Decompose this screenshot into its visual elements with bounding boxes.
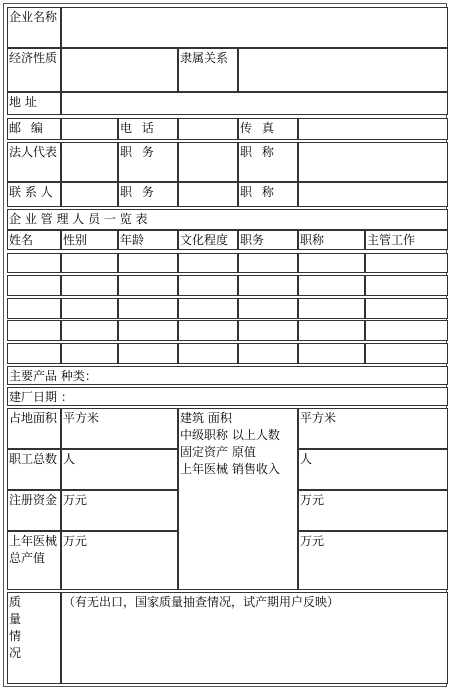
staff-cell[interactable]	[7, 320, 61, 341]
phone-field[interactable]	[178, 118, 238, 140]
staff-cell[interactable]	[178, 275, 238, 296]
contact-title-field[interactable]	[298, 182, 448, 207]
staff-cell[interactable]	[118, 253, 178, 273]
senior-staff-unit: 人	[298, 449, 448, 490]
total-staff-label: 职工总数	[7, 449, 61, 490]
legal-rep-position-field[interactable]	[178, 142, 238, 182]
legal-rep-field[interactable]	[61, 142, 118, 182]
staff-cell[interactable]	[118, 298, 178, 319]
staff-cell[interactable]	[238, 275, 298, 296]
staff-cell[interactable]	[7, 298, 61, 319]
staff-cell[interactable]	[61, 275, 118, 296]
staff-cell[interactable]	[118, 320, 178, 341]
legal-rep-position-label: 职 务	[118, 142, 178, 182]
staff-cell[interactable]	[61, 298, 118, 319]
contact-title-label: 职 称	[238, 182, 298, 207]
staff-cell[interactable]	[238, 320, 298, 341]
staff-cell[interactable]	[365, 298, 448, 319]
fax-field[interactable]	[298, 118, 448, 140]
last-year-sales-unit: 万元	[298, 531, 448, 590]
postcode-label: 邮 编	[7, 118, 61, 140]
staff-col-header: 主管工作	[365, 230, 448, 250]
staff-col-header: 文化程度	[178, 230, 238, 250]
staff-cell[interactable]	[298, 320, 365, 341]
enterprise-registration-form	[3, 3, 447, 687]
fax-label: 传 真	[238, 118, 298, 140]
last-year-output-unit: 万元	[61, 531, 178, 590]
contact-position-field[interactable]	[178, 182, 238, 207]
contact-label: 联 系 人	[7, 182, 61, 207]
affiliation-label: 隶属关系	[178, 48, 238, 92]
staff-cell[interactable]	[118, 275, 178, 296]
economic-nature-field[interactable]	[61, 48, 178, 92]
staff-cell[interactable]	[298, 275, 365, 296]
staff-cell[interactable]	[7, 275, 61, 296]
staff-cell[interactable]	[298, 343, 365, 364]
economic-nature-label: 经济性质	[7, 48, 61, 92]
staff-cell[interactable]	[365, 253, 448, 273]
staff-cell[interactable]	[61, 253, 118, 273]
company-name-field[interactable]	[61, 7, 448, 48]
staff-cell[interactable]	[298, 298, 365, 319]
company-name-label: 企业名称	[7, 7, 61, 48]
fixed-assets-unit: 万元	[298, 490, 448, 531]
staff-col-header: 姓名	[7, 230, 61, 250]
contact-field[interactable]	[61, 182, 118, 207]
staff-cell[interactable]	[61, 343, 118, 364]
staff-cell[interactable]	[298, 253, 365, 273]
land-area-label: 占地面积	[7, 408, 61, 449]
land-area-unit: 平方米	[61, 408, 178, 449]
address-label: 地 址	[7, 92, 61, 115]
staff-cell[interactable]	[118, 343, 178, 364]
staff-cell[interactable]	[7, 343, 61, 364]
registered-capital-unit: 万元	[61, 490, 178, 531]
staff-cell[interactable]	[365, 343, 448, 364]
staff-col-header: 职称	[298, 230, 365, 250]
building-assets-label-block: 建筑 面积 中级职称 以上人数 固定资产 原值 上年医械 销售收入	[178, 408, 298, 590]
building-area-unit: 平方米	[298, 408, 448, 449]
staff-cell[interactable]	[365, 275, 448, 296]
staff-cell[interactable]	[7, 253, 61, 273]
staff-col-header: 性别	[61, 230, 118, 250]
main-products-label: 主要产品 种类：	[7, 366, 448, 385]
staff-cell[interactable]	[365, 320, 448, 341]
staff-cell[interactable]	[178, 298, 238, 319]
phone-label: 电 话	[118, 118, 178, 140]
staff-cell[interactable]	[61, 320, 118, 341]
total-staff-unit: 人	[61, 449, 178, 490]
affiliation-field[interactable]	[238, 48, 448, 92]
postcode-field[interactable]	[61, 118, 118, 140]
staff-cell[interactable]	[238, 343, 298, 364]
staff-col-header: 职务	[238, 230, 298, 250]
staff-cell[interactable]	[178, 343, 238, 364]
legal-rep-label: 法人代表	[7, 142, 61, 182]
staff-list-title: 企 业 管 理 人 员 一 览 表	[7, 209, 448, 230]
staff-cell[interactable]	[178, 253, 238, 273]
contact-position-label: 职 务	[118, 182, 178, 207]
quality-note-field[interactable]: （有无出口，国家质量抽查情况，试产期用户反映）	[61, 592, 448, 684]
registered-capital-label: 注册资金	[7, 490, 61, 531]
staff-col-header: 年龄	[118, 230, 178, 250]
legal-rep-title-label: 职 称	[238, 142, 298, 182]
legal-rep-title-field[interactable]	[298, 142, 448, 182]
last-year-output-label: 上年医械总产值	[7, 531, 61, 590]
address-field[interactable]	[61, 92, 448, 115]
build-date-label: 建厂日期 ：	[7, 387, 448, 406]
quality-label: 质 量 情 况	[7, 592, 61, 684]
staff-cell[interactable]	[238, 253, 298, 273]
staff-cell[interactable]	[238, 298, 298, 319]
staff-cell[interactable]	[178, 320, 238, 341]
